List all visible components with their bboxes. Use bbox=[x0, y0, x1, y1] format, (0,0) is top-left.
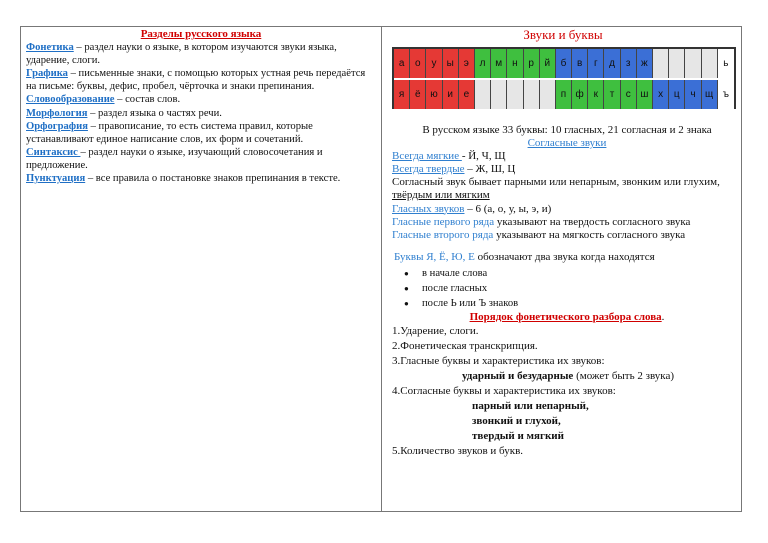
section-definition: – все правила о постановке знаков препинания в тексте. bbox=[85, 173, 341, 185]
letter-cell: ь bbox=[718, 49, 734, 78]
right-title: Звуки и буквы bbox=[523, 27, 603, 42]
step-3-detail bbox=[392, 369, 742, 384]
section-term: Синтаксис bbox=[26, 146, 81, 158]
letter-count-line: В русском языке 33 буквы: 10 гласных, 21 согласная и 2 знака bbox=[422, 124, 712, 136]
step-3: 3.Гласные буквы и характеристика их звуков: bbox=[392, 355, 605, 368]
left-title: Разделы русского языка bbox=[140, 28, 262, 40]
section-definition: – письменные знаки, с помощью которых устная речь передаётся на письме: буквы, дефис, пробел, чёрточка и знаки препинания. bbox=[26, 68, 366, 93]
letter-cell: е bbox=[459, 80, 475, 109]
order-title-line bbox=[392, 311, 742, 324]
section-term: Словообразование bbox=[26, 94, 115, 106]
section-term: Фонетика bbox=[26, 42, 74, 54]
section-entry bbox=[26, 120, 376, 146]
left-column bbox=[26, 28, 376, 185]
letter-cell: в bbox=[572, 49, 588, 78]
consonant-pair-underlined: твёрдым или мягким bbox=[392, 189, 490, 202]
letter-cell: б bbox=[556, 49, 572, 78]
sounds-text bbox=[392, 124, 742, 459]
section-definition: – раздел языка о частях речи. bbox=[87, 107, 222, 119]
letter-cell bbox=[475, 80, 491, 109]
step-4-line-3: твердый и мягкий bbox=[472, 430, 564, 443]
consonant-pair-line bbox=[392, 176, 742, 202]
section-definition: – раздел науки о языке, изучающий словосочетания и предложение. bbox=[26, 146, 323, 171]
letter-cell: р bbox=[524, 49, 540, 78]
language-sections-list bbox=[26, 41, 376, 185]
always-soft-label: Всегда мягкие bbox=[392, 150, 462, 163]
step-3-bold: ударный и безударные bbox=[462, 370, 574, 383]
step-5: 5.Количество звуков и букв. bbox=[392, 445, 524, 458]
letter-cell: у bbox=[426, 49, 442, 78]
letter-cell bbox=[507, 80, 523, 109]
letter-cell: ч bbox=[685, 80, 701, 109]
letter-table-row-2 bbox=[394, 80, 734, 109]
section-entry bbox=[26, 146, 376, 172]
consonant-pair-text: Согласный звук бывает парными или непарным, звонким или глухим, bbox=[392, 176, 720, 189]
always-hard-label: Всегда твердые bbox=[392, 163, 465, 176]
condition-item: ● после Ь или Ъ знаков bbox=[422, 296, 742, 311]
second-row-vowels-line bbox=[392, 229, 742, 242]
first-row-value: указывают на твердость согласного звука bbox=[494, 215, 691, 228]
step-2: 2.Фонетическая транскрипция. bbox=[392, 340, 538, 353]
letter-cell bbox=[685, 49, 701, 78]
two-sounds-conditions-list bbox=[392, 266, 742, 311]
letter-cell: ъ bbox=[718, 80, 734, 109]
letter-cell bbox=[702, 49, 718, 78]
always-soft-value: - Й, Ч, Щ bbox=[461, 150, 506, 163]
first-row-vowels-line bbox=[392, 216, 742, 229]
section-term: Морфология bbox=[26, 107, 88, 119]
letter-table bbox=[392, 47, 736, 109]
always-hard-line bbox=[392, 163, 742, 176]
section-definition: – правописание, то есть система правил, которые устанавливают единое написание слов, их форм и сочетаний. bbox=[26, 120, 313, 145]
letter-cell: с bbox=[621, 80, 637, 109]
section-term: Пунктуация bbox=[26, 173, 86, 185]
letter-cell: ц bbox=[669, 80, 685, 109]
step-4-line-2: звонкий и глухой, bbox=[472, 415, 561, 428]
section-entry bbox=[26, 93, 376, 106]
letter-cell: г bbox=[588, 49, 604, 78]
two-sounds-label: Буквы Я, Ё, Ю, Е bbox=[394, 250, 475, 263]
letter-cell: д bbox=[604, 49, 620, 78]
letter-cell: л bbox=[475, 49, 491, 78]
right-column bbox=[387, 27, 739, 458]
letter-cell: з bbox=[621, 49, 637, 78]
letter-cell: о bbox=[410, 49, 426, 78]
letter-cell bbox=[669, 49, 685, 78]
letter-cell: я bbox=[394, 80, 410, 109]
section-definition: – раздел науки о языке, в котором изучаются звуки языка, ударение, слоги. bbox=[26, 42, 337, 67]
letter-cell: й bbox=[540, 49, 556, 78]
letter-cell: к bbox=[588, 80, 604, 109]
letter-cell bbox=[524, 80, 540, 109]
first-row-label: Гласные первого ряда bbox=[392, 215, 495, 228]
vowels-label: Гласных звуков bbox=[392, 202, 465, 215]
condition-item: ● в начале слова bbox=[422, 266, 742, 281]
letter-cell bbox=[540, 80, 556, 109]
column-divider bbox=[381, 27, 382, 511]
section-entry bbox=[26, 172, 376, 185]
section-term: Орфография bbox=[26, 120, 88, 132]
letter-cell: т bbox=[604, 80, 620, 109]
consonants-title: Согласные звуки bbox=[527, 137, 607, 150]
letter-cell: н bbox=[507, 49, 523, 78]
letter-cell: и bbox=[443, 80, 459, 109]
always-soft-line bbox=[392, 150, 742, 163]
section-term: Графика bbox=[26, 68, 68, 80]
letter-cell: ё bbox=[410, 80, 426, 109]
letter-cell: м bbox=[491, 49, 507, 78]
letter-cell: а bbox=[394, 49, 410, 78]
step-4-line-1: парный или непарный, bbox=[472, 400, 589, 413]
letter-cell: э bbox=[459, 49, 475, 78]
letter-cell: ю bbox=[426, 80, 442, 109]
letter-cell bbox=[491, 80, 507, 109]
section-entry bbox=[26, 41, 376, 67]
always-hard-value: – Ж, Ш, Ц bbox=[464, 163, 516, 176]
letter-cell: ы bbox=[443, 49, 459, 78]
section-entry bbox=[26, 67, 376, 93]
two-sounds-value: обозначают два звука когда находятся bbox=[474, 250, 655, 263]
letter-cell: щ bbox=[702, 80, 718, 109]
letter-cell bbox=[653, 49, 669, 78]
second-row-value: указывают на мягкость согласного звука bbox=[493, 228, 686, 241]
section-definition: – состав слов. bbox=[114, 94, 181, 106]
letter-table-row-1 bbox=[394, 49, 734, 78]
vowels-line bbox=[392, 203, 742, 216]
two-sounds-line bbox=[392, 251, 742, 264]
second-row-label: Гласные второго ряда bbox=[392, 228, 494, 241]
step-3-note: (может быть 2 звука) bbox=[573, 370, 675, 383]
letter-cell: ф bbox=[572, 80, 588, 109]
letter-cell: х bbox=[653, 80, 669, 109]
step-1: 1.Ударение, слоги. bbox=[392, 325, 479, 338]
worksheet-frame bbox=[20, 26, 742, 512]
vowels-value: – 6 (а, о, у, ы, э, и) bbox=[464, 202, 552, 215]
order-title: Порядок фонетического разбора слова bbox=[469, 310, 662, 323]
step-4: 4.Согласные буквы и характеристика их звуков: bbox=[392, 385, 616, 398]
letter-cell: ш bbox=[637, 80, 653, 109]
condition-item: ● после гласных bbox=[422, 281, 742, 296]
order-title-dot: . bbox=[661, 310, 665, 323]
section-entry bbox=[26, 107, 376, 120]
letter-cell: п bbox=[556, 80, 572, 109]
letter-cell: ж bbox=[637, 49, 653, 78]
